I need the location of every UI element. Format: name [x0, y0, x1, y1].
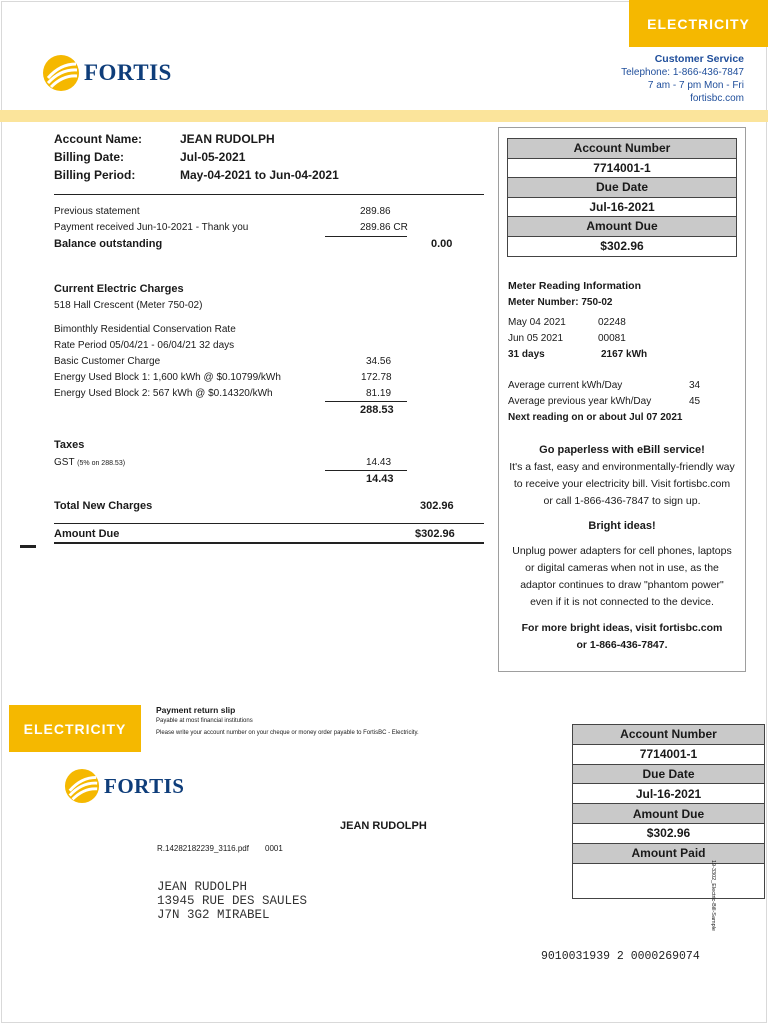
customer-service-block — [621, 53, 744, 105]
customer-service-hours: 7 am - 7 pm Mon - Fri — [647, 80, 744, 91]
reading-1-value: 02248 — [598, 317, 626, 328]
meter-number: Meter Number: 750-02 — [508, 297, 613, 308]
avg-current-value: 34 — [689, 380, 701, 391]
balance-outstanding-label: Balance outstanding — [54, 238, 163, 250]
slip-due-date-label: Due Date — [573, 765, 764, 785]
reading-2-date: Jun 05 2021 — [508, 333, 564, 344]
electricity-tab: ELECTRICITY — [629, 0, 768, 47]
slip-fortis-logo — [64, 766, 194, 806]
taxes-subtotal: 14.43 — [366, 473, 394, 485]
scanline-number: 9010031939 2 0000269074 — [541, 950, 700, 963]
customer-service-title: Customer Service — [654, 53, 744, 65]
slip-electricity-tab: ELECTRICITY — [9, 705, 141, 752]
fold-mark — [20, 545, 36, 548]
account-number-value: 7714001-1 — [508, 159, 736, 179]
summary-panel — [498, 127, 746, 672]
more-ideas-text: or 1-866-436-7847. — [576, 639, 668, 651]
slip-customer-name: JEAN RUDOLPH — [340, 820, 427, 832]
gst-value: 14.43 — [366, 457, 392, 468]
reading-kwh: 2167 kWh — [601, 349, 648, 360]
gst-label: GST — [54, 457, 75, 468]
block1-label: Energy Used Block 1: 1,600 kWh @ $0.10799/kWh — [54, 372, 281, 383]
header-band — [0, 110, 768, 122]
customer-service-telephone: Telephone: 1-866-436-7847 — [621, 67, 744, 78]
charges-subtotal: 288.53 — [360, 404, 394, 416]
block2-value: 81.19 — [366, 388, 392, 399]
payment-received-label: Payment received Jun-10-2021 - Thank you — [54, 222, 249, 233]
slip-ref-code: 0001 — [265, 844, 283, 853]
billing-period-value: May-04-2021 to Jun-04-2021 — [180, 168, 339, 182]
rate-name: Bimonthly Residential Conservation Rate — [54, 324, 236, 335]
basic-charge-label: Basic Customer Charge — [54, 356, 161, 367]
bright-ideas-text: or digital cameras when not in use, as the — [525, 562, 719, 574]
slip-amount-due-value: $302.96 — [573, 824, 764, 844]
bright-ideas-title: Bright ideas! — [588, 520, 656, 532]
bright-ideas-text: Unplug power adapters for cell phones, laptops — [512, 545, 732, 557]
more-ideas — [499, 620, 745, 654]
customer-service-website[interactable]: fortisbc.com — [690, 93, 744, 104]
due-date-value: Jul-16-2021 — [508, 198, 736, 218]
address-line: 13945 RUE DES SAULES — [157, 894, 308, 908]
amount-due-box-label: Amount Due — [508, 217, 736, 237]
avg-previous-value: 45 — [689, 396, 701, 407]
account-number-label: Account Number — [508, 139, 736, 159]
account-name-label: Account Name: — [54, 132, 143, 146]
divider — [54, 194, 484, 195]
rate-period: Rate Period 05/04/21 - 06/04/21 32 days — [54, 340, 235, 351]
fortis-swoosh-icon — [42, 54, 80, 92]
reading-1-date: May 04 2021 — [508, 317, 566, 328]
avg-current-label: Average current kWh/Day — [508, 380, 623, 391]
next-reading: Next reading on or about Jul 07 2021 — [508, 412, 683, 423]
basic-charge-value: 34.56 — [366, 356, 392, 367]
reading-2-value: 00081 — [598, 333, 626, 344]
slip-ref: R.14282182239_3116.pdf — [157, 844, 249, 853]
divider — [54, 542, 484, 544]
previous-statement-label: Previous statement — [54, 206, 140, 217]
logo-text: FORTIS — [84, 60, 172, 85]
slip-line1: Payable at most financial institutions — [156, 718, 253, 724]
slip-account-number-value: 7714001-1 — [573, 745, 764, 765]
billing-date-label: Billing Date: — [54, 150, 125, 164]
fortis-swoosh-icon — [64, 768, 100, 804]
more-ideas-text: For more bright ideas, visit fortisbc.com — [521, 622, 723, 634]
reading-days: 31 days — [508, 349, 545, 360]
slip-logo-text: FORTIS — [104, 773, 185, 798]
slip-account-number-label: Account Number — [573, 725, 764, 745]
divider — [54, 523, 484, 524]
slip-account-table — [572, 724, 765, 899]
billing-date-value: Jul-05-2021 — [180, 150, 246, 164]
amount-due-label: Amount Due — [54, 528, 120, 540]
gst-label-line — [54, 457, 125, 468]
fortis-logo — [42, 52, 182, 94]
current-charges-title: Current Electric Charges — [54, 283, 184, 295]
slip-amount-due-label: Amount Due — [573, 804, 764, 824]
mailing-address — [157, 880, 307, 922]
taxes-title: Taxes — [54, 439, 85, 451]
amount-due-value: $302.96 — [415, 528, 455, 540]
account-name-value: JEAN RUDOLPH — [180, 132, 275, 146]
block1-value: 172.78 — [361, 372, 392, 383]
paperless-text: It's a fast, easy and environmentally-friendly way — [509, 461, 735, 473]
side-code: 19-3302_Electric-Bill-Sample — [710, 860, 716, 931]
total-new-charges-label: Total New Charges — [54, 500, 153, 512]
service-address: 518 Hall Crescent (Meter 750-02) — [54, 300, 203, 311]
divider — [325, 401, 407, 402]
slip-amount-paid-label: Amount Paid — [573, 844, 764, 864]
amount-paid-field[interactable] — [573, 864, 764, 898]
paperless-text: or call 1-866-436-7847 to sign up. — [543, 495, 701, 507]
gst-note: (5% on 288.53) — [77, 460, 126, 467]
slip-line2: Please write your account number on your cheque or money order payable to FortisBC - Electricity. — [156, 730, 419, 736]
paperless-title: Go paperless with eBill service! — [539, 444, 705, 456]
slip-due-date-value: Jul-16-2021 — [573, 784, 764, 804]
bright-ideas-text: adaptor continues to draw "phantom power" — [520, 579, 724, 591]
paperless-promo — [499, 442, 745, 510]
address-line: JEAN RUDOLPH — [157, 880, 248, 894]
bright-ideas-text: even if it is not connected to the device. — [530, 596, 714, 608]
meter-info-title: Meter Reading Information — [508, 280, 642, 292]
due-date-label: Due Date — [508, 178, 736, 198]
amount-due-box-value: $302.96 — [600, 239, 644, 254]
payment-received-value: 289.86 CR — [360, 222, 408, 233]
divider — [325, 236, 407, 237]
previous-statement-value: 289.86 — [360, 206, 391, 217]
account-summary-table — [507, 138, 737, 257]
paperless-text: to receive your electricity bill. Visit fortisbc.com — [513, 478, 731, 490]
balance-outstanding-value: 0.00 — [431, 238, 453, 250]
avg-previous-label: Average previous year kWh/Day — [508, 396, 652, 407]
divider — [325, 470, 407, 471]
address-line: J7N 3G2 MIRABEL — [157, 908, 270, 922]
block2-label: Energy Used Block 2: 567 kWh @ $0.14320/kWh — [54, 388, 273, 399]
billing-period-label: Billing Period: — [54, 168, 136, 182]
total-new-charges-value: 302.96 — [420, 500, 454, 512]
slip-title: Payment return slip — [156, 705, 236, 715]
bright-ideas — [499, 518, 745, 611]
